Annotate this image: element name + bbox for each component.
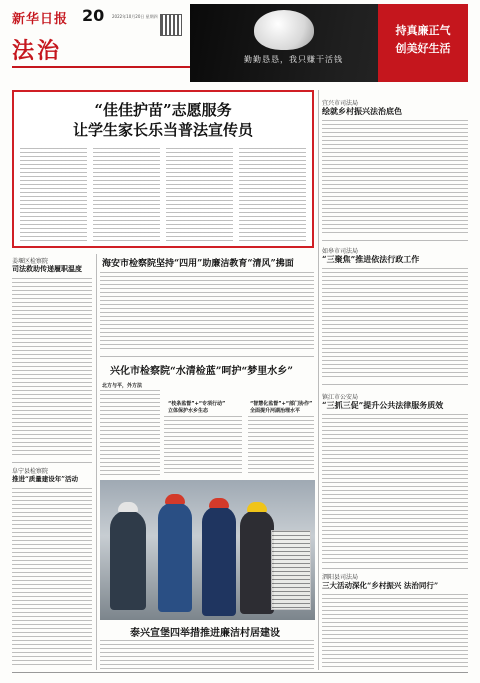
center-headline-1: 海安市检察院坚持“四用”助廉洁教育“清风”拂面 [102, 259, 294, 269]
ad-banner [190, 4, 468, 82]
center-headline-2: 兴化市检察院“水清检蓝”呵护“梦里水乡” [110, 366, 294, 377]
banner-red-line2: 创美好生活 [395, 42, 451, 55]
center-headline-3: 泰兴宣堡四举措推进廉洁村居建设 [130, 628, 280, 639]
right-kicker-2: 如皋市司法局 [322, 248, 359, 255]
banner-red-panel [378, 4, 468, 82]
left-kicker-1: 姜堰区检察院 [12, 258, 49, 265]
right-headline-4: 三大活动深化“乡村振兴 法治同行” [322, 581, 439, 590]
section-title: 法治 [12, 38, 63, 64]
divider [322, 568, 468, 569]
right-headline-3: “三抓三促”提升公共法律服务质效 [322, 400, 444, 410]
right-article-3-body [322, 414, 468, 564]
center-subhead-5: 全面提升河湖治理水平 [250, 408, 301, 414]
qr-code-icon [160, 14, 182, 36]
center-article-2-col2 [164, 416, 242, 476]
lead-title-line1: “佳佳护苗”志愿服务 [94, 101, 232, 119]
lead-article [12, 90, 314, 248]
center-subhead-2: “枝条监督”+“专项行动” [168, 401, 226, 407]
left-kicker-2: 阜宁县检察院 [12, 468, 49, 475]
banner-slogan: 勤勤恳恳，我只赚干活钱 [244, 55, 343, 64]
center-subhead-1: 北方与平，外方法 [102, 383, 143, 389]
banner-red-line1: 持真廉正气 [395, 24, 451, 37]
right-article-4-body [322, 594, 468, 668]
divider [100, 356, 314, 357]
newspaper-brand: 新华日报 [12, 12, 69, 27]
right-kicker-4: 泗阳县司法局 [322, 574, 359, 581]
center-article-3-body [100, 640, 314, 670]
right-headline-1: 绘就乡村振兴法治底色 [322, 106, 402, 116]
masthead-rule [12, 66, 208, 68]
workers-photo [100, 480, 315, 620]
left-headline-1: 司法救助传递履职温度 [12, 264, 82, 273]
left-article-1-body [12, 278, 92, 458]
footer-rule [12, 672, 468, 673]
center-article-2-col1 [100, 390, 160, 476]
column-divider [96, 254, 97, 670]
left-article-2-body [12, 488, 92, 668]
photo-caption [271, 530, 311, 610]
issue-info: 2022年10月20日 星期四 [112, 14, 158, 19]
right-headline-2: “三聚焦”推进依法行政工作 [322, 254, 420, 264]
left-headline-2: 推进“质量建设年”活动 [12, 475, 78, 483]
center-subhead-4: “智慧化监督”+“部门协作” [250, 401, 313, 407]
divider [322, 384, 468, 385]
lead-title-line2: 让学生家长乐当普法宣传员 [72, 121, 253, 139]
right-article-2-body [322, 268, 468, 380]
right-kicker-3: 镇江市公安局 [322, 394, 359, 401]
right-kicker-1: 宜兴市司法局 [322, 100, 359, 107]
divider [322, 240, 468, 241]
center-subhead-3: 立体保护水乡生态 [168, 408, 209, 414]
divider [12, 462, 92, 463]
right-article-1-body [322, 120, 468, 236]
lead-article-body [20, 148, 306, 242]
center-article-1-body [100, 272, 314, 352]
column-divider [318, 90, 319, 670]
page-number: 20 [82, 6, 105, 25]
center-article-2-col3 [248, 416, 314, 476]
piggy-bank-image [254, 10, 314, 50]
